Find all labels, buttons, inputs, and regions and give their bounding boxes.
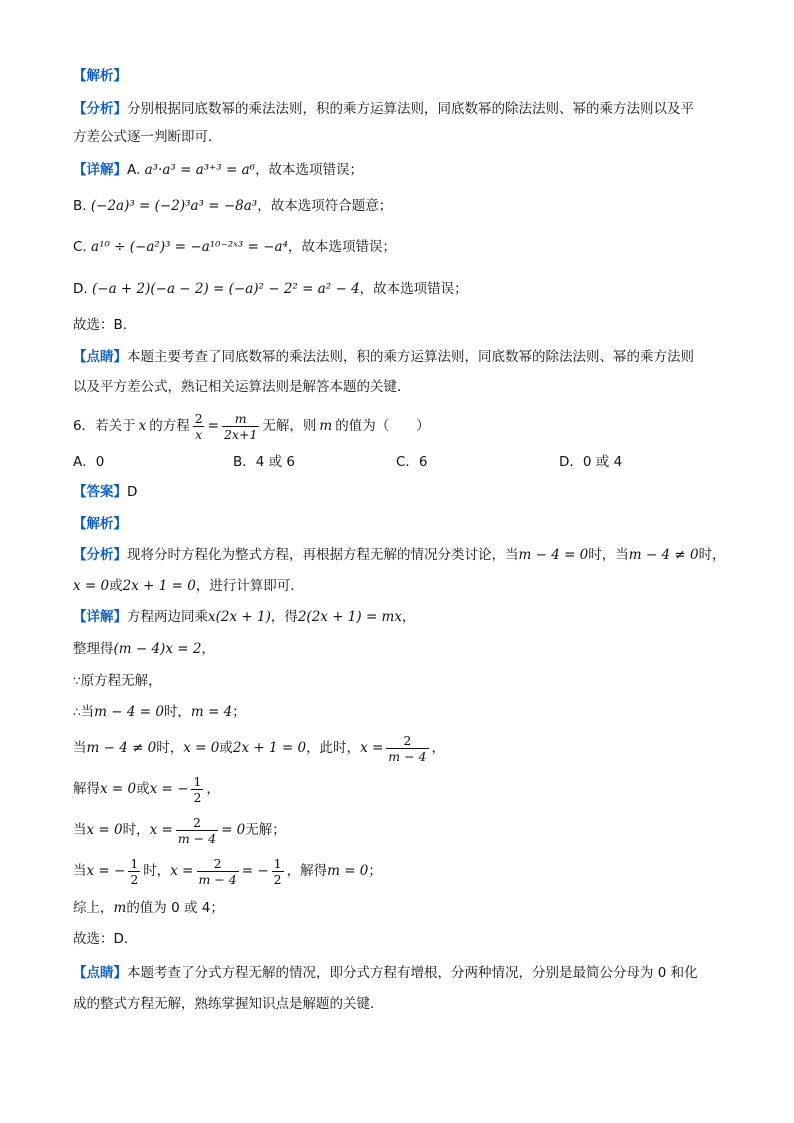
fraction-denominator: m − 4 — [388, 748, 427, 764]
detail-text: ； — [232, 704, 246, 720]
math-expression: x = − — [149, 781, 189, 797]
comment-text: 本题主要考查了同底数幂的乘法法则，积的乘方运算法则，同底数幂的除法法则、幂的乘方法则 — [127, 349, 694, 365]
math-expression: x = — [149, 822, 173, 838]
math-expression: 2x + 1 = 0 — [232, 740, 307, 756]
analysis-text: 时，当 — [588, 547, 629, 563]
fraction-denominator: 2 — [193, 789, 202, 805]
detail-step — [73, 853, 382, 889]
detail-text: 无解； — [245, 822, 286, 838]
detail-text: ， — [201, 641, 215, 657]
math-expression: x = − — [86, 863, 126, 879]
math-expression: x = — [360, 740, 384, 756]
detail-step — [73, 730, 445, 766]
fraction-denominator: 2 — [130, 871, 139, 887]
detail-text: 方程两边同乘 — [127, 609, 208, 625]
detail-text: ， — [206, 781, 220, 797]
detail-text: ， — [401, 609, 416, 625]
detail-line-c — [73, 237, 396, 257]
detail-step — [73, 702, 246, 722]
detail-tag: 【详解】 — [73, 609, 127, 625]
math-expression: m = 4 — [190, 704, 233, 720]
math-expression: a¹⁰ ÷ (−a²)³ = −a¹⁰⁻²ˣ³ = −a⁴ — [91, 239, 288, 255]
option-c: C．6 — [396, 454, 428, 470]
detail-text: ， — [431, 740, 446, 756]
math-expression: (m − 4)x = 2 — [113, 641, 202, 657]
fraction — [272, 856, 284, 887]
because-symbol: ∵ — [73, 674, 81, 688]
detail-text: 或 — [136, 781, 150, 797]
detail-text: 原方程无解， — [80, 673, 162, 689]
math-expression: x(2x + 1) — [208, 609, 271, 625]
question-middle: 的方程 — [149, 418, 190, 434]
detail-text: 时， — [143, 863, 171, 879]
math-expression: m − 4 ≠ 0 — [86, 740, 157, 756]
detail-text: ； — [368, 863, 382, 879]
math-expression: a³·a³ = a³⁺³ = a⁶ — [144, 162, 256, 178]
math-expression: m − 4 ≠ 0 — [628, 547, 699, 563]
option-d: D．0 或 4 — [559, 454, 623, 470]
analysis-paragraph-line: 方差公式逐一判断即可． — [73, 129, 222, 145]
detail-text: ，故本选项错误； — [288, 239, 396, 255]
question-prefix: 6．若关于 — [73, 418, 136, 434]
option-label: D. — [73, 281, 88, 297]
math-expression: m − 4 = 0 — [518, 547, 589, 563]
fraction-numerator: 2 — [194, 410, 203, 426]
detail-text: 当 — [73, 863, 87, 879]
fraction-numerator: 1 — [130, 855, 139, 871]
comment-line: 以及平方差公式，熟记相关运算法则是解答本题的关键． — [73, 379, 411, 395]
fraction-right — [222, 411, 259, 442]
fraction-denominator: m − 4 — [177, 830, 217, 846]
analysis-paragraph-line — [73, 545, 726, 565]
detail-text: 或 — [219, 740, 233, 756]
option-label: B. — [73, 198, 87, 214]
fraction — [197, 856, 239, 887]
fraction-denominator: m − 4 — [198, 871, 237, 887]
answer-line — [73, 482, 137, 502]
math-expression: 2x + 1 = 0 — [122, 578, 196, 594]
detail-text: 综上， — [73, 900, 114, 916]
detail-text: 解得 — [73, 781, 100, 797]
analysis-text: 分别根据同底数幂的乘法法则，积的乘方运算法则，同底数幂的除法法则、幂的乘方法则以及平 — [127, 101, 694, 117]
detail-text: 整理得 — [73, 641, 114, 657]
detail-line-b — [73, 196, 392, 216]
variable-m: m — [319, 418, 333, 434]
detail-text: ，解得 — [286, 863, 328, 879]
fraction-denominator: 2x+1 — [223, 426, 258, 442]
math-expression: 2(2x + 1) = mx — [297, 609, 402, 625]
fraction — [128, 856, 140, 887]
comment-line: 成的整式方程无解，熟练掌握知识点是解题的关键． — [73, 996, 384, 1012]
detail-text: ，故本选项符合题意； — [257, 198, 393, 214]
detail-text: ，故本选项错误； — [359, 281, 468, 297]
detail-step — [73, 671, 162, 691]
analysis-text: 时， — [698, 547, 726, 563]
detail-step — [73, 639, 215, 659]
analysis-tag: 【分析】 — [73, 547, 127, 563]
analysis-paragraph-line — [73, 99, 694, 119]
detail-line-a — [73, 160, 363, 180]
detail-step — [73, 771, 220, 807]
fraction-denominator: x — [195, 426, 203, 442]
math-expression: m = 0 — [327, 863, 369, 879]
detail-text: 当 — [80, 704, 95, 720]
analysis-paragraph-line — [73, 576, 304, 596]
detail-text: ，此时， — [306, 740, 361, 756]
math-expression: (−2a)³ = (−2)³a³ = −8a³ — [90, 198, 258, 214]
option-label: A. — [127, 162, 141, 178]
detail-tag: 【详解】 — [73, 162, 127, 178]
choice-line: 故选：D． — [73, 931, 138, 947]
variable-x: x — [138, 418, 147, 434]
detail-text: 时， — [122, 822, 150, 838]
comment-text: 本题考查了分式方程无解的情况，即分式方程有增根，分两种情况，分别是最简公分母为 0 和化 — [127, 965, 698, 981]
comment-tag: 【点睛】 — [73, 349, 127, 365]
math-expression: = − — [241, 863, 269, 879]
math-expression: (−a + 2)(−a − 2) = (−a)² − 2² = a² − 4 — [91, 281, 360, 297]
detail-line-d — [73, 279, 468, 299]
math-expression: = 0 — [221, 822, 246, 838]
answer-value: D — [127, 484, 138, 500]
detail-text: 当 — [73, 822, 87, 838]
option-label: C. — [73, 239, 87, 255]
therefore-symbol: ∴ — [73, 705, 81, 719]
fraction-numerator: 1 — [193, 773, 202, 789]
analysis-heading: 【解析】 — [73, 516, 127, 532]
comment-tag: 【点睛】 — [73, 965, 127, 981]
detail-step — [73, 812, 286, 848]
option-a: A．0 — [73, 454, 105, 470]
fraction-numerator: 1 — [273, 855, 282, 871]
math-expression: m − 4 = 0 — [94, 704, 164, 720]
detail-step — [73, 898, 224, 918]
detail-text: 的值为 0 或 4； — [126, 900, 224, 916]
fraction-numerator: 2 — [213, 855, 222, 871]
detail-text: 时， — [163, 704, 191, 720]
question-stem: 6．若关于 x 的方程 $\frac{2}{x}$ = $\frac{m}{2x+1}$ 无解，则 m 的值为（ ） — [73, 410, 430, 442]
detail-text: ，故本选项错误； — [255, 162, 364, 178]
comment-line — [73, 347, 694, 367]
detail-text: 时， — [156, 740, 184, 756]
math-expression: x = 0 — [183, 740, 220, 756]
fraction — [191, 774, 203, 805]
question-ending: 的值为（ ） — [335, 418, 430, 434]
fraction-denominator: 2 — [273, 871, 282, 887]
choice-line: 故选：B． — [73, 317, 137, 333]
detail-step — [73, 607, 415, 627]
math-expression: x = 0 — [100, 781, 137, 797]
analysis-tag: 【分析】 — [73, 101, 127, 117]
analysis-text: ，进行计算即可． — [195, 578, 304, 594]
detail-text: 当 — [73, 740, 87, 756]
answer-tag: 【答案】 — [73, 484, 127, 500]
analysis-text: 或 — [109, 578, 123, 594]
comment-line — [73, 963, 698, 983]
fraction-numerator: m — [234, 410, 247, 426]
fraction-numerator: 2 — [403, 732, 412, 748]
analysis-text: 现将分时方程化为整式方程，再根据方程无解的情况分类讨论，当 — [127, 547, 519, 563]
math-expression: x = — [170, 863, 194, 879]
option-b: B．4 或 6 — [233, 454, 296, 470]
options-row — [73, 452, 713, 472]
fraction — [176, 815, 218, 846]
analysis-heading: 【解析】 — [73, 68, 127, 84]
fraction — [386, 733, 428, 764]
fraction-numerator: 2 — [192, 814, 201, 830]
math-expression: x = 0 — [86, 822, 123, 838]
detail-text: ，得 — [270, 609, 298, 625]
math-expression: x = 0 — [73, 578, 110, 594]
question-suffix: 无解，则 — [262, 418, 317, 434]
fraction-left — [193, 411, 205, 442]
math-expression: m — [113, 900, 127, 916]
